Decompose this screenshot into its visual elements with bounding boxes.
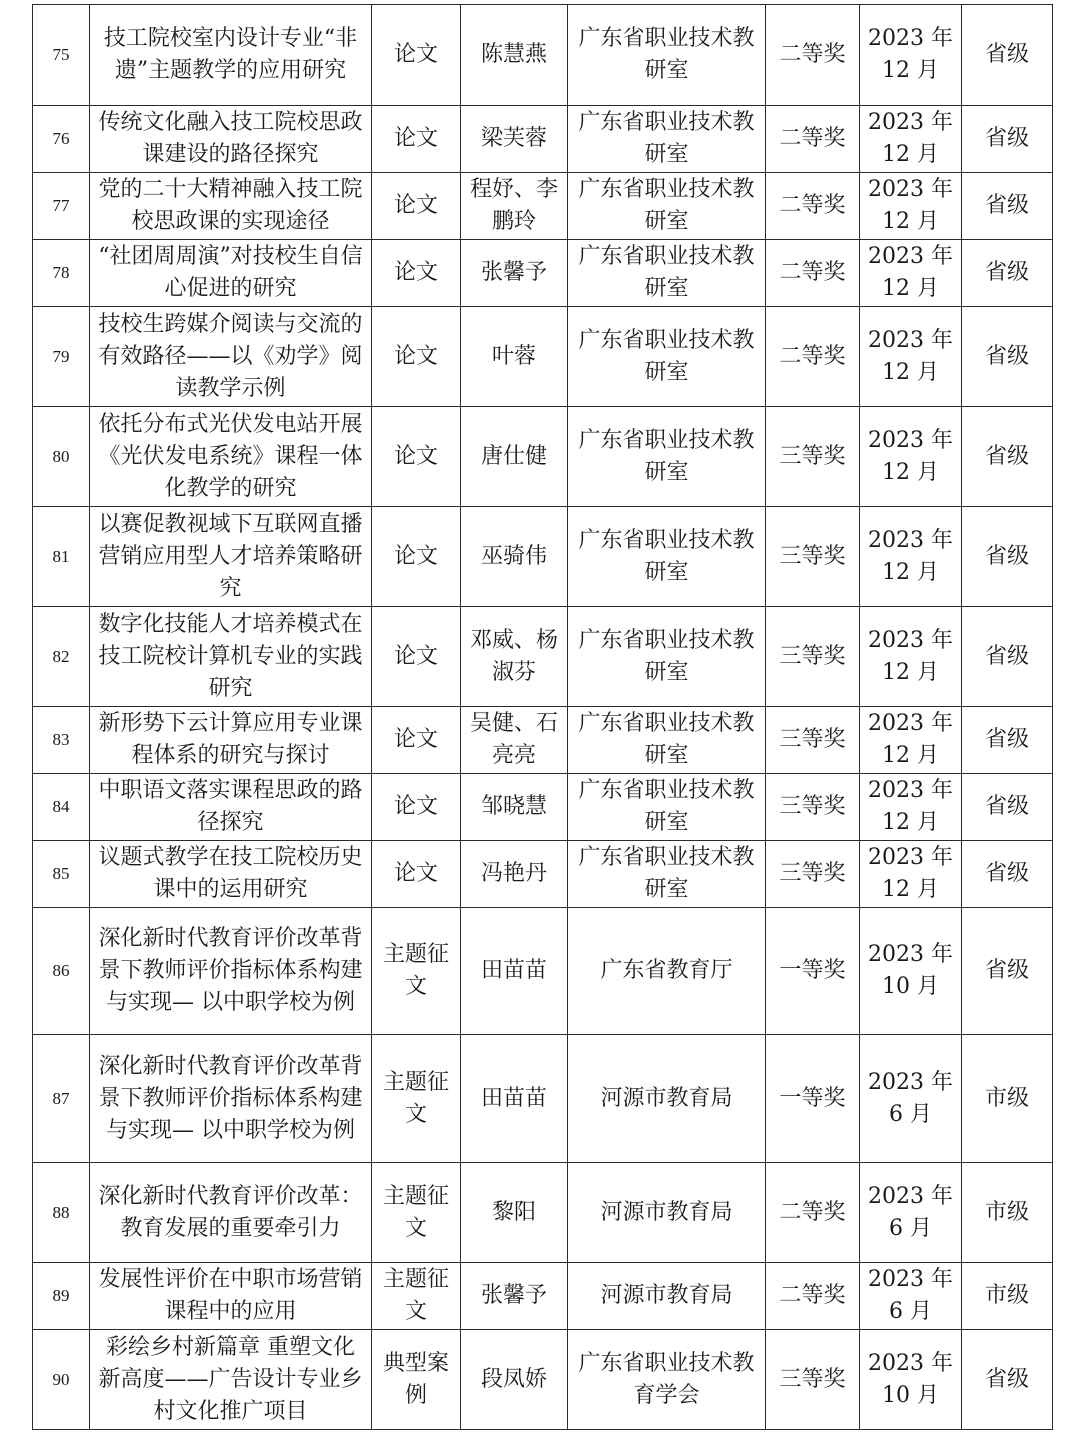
row-number: 80 — [33, 407, 90, 507]
row-number: 77 — [33, 173, 90, 240]
table-row — [33, 841, 1053, 908]
row-author: 张馨予 — [461, 240, 568, 307]
row-date: 2023 年 6 月 — [860, 1035, 962, 1163]
row-date: 2023 年 12 月 — [860, 607, 962, 707]
row-title: 技工院校室内设计专业“非遗”主题教学的应用研究 — [90, 5, 372, 106]
row-date: 2023 年 12 月 — [860, 707, 962, 774]
table-row — [33, 607, 1053, 707]
awards-table — [32, 4, 1053, 1430]
awards-sheet — [32, 4, 1052, 1430]
row-type: 论文 — [372, 307, 461, 407]
row-organization: 广东省教育厅 — [568, 908, 766, 1035]
table-row — [33, 307, 1053, 407]
row-type: 论文 — [372, 240, 461, 307]
row-award: 三等奖 — [766, 1330, 860, 1430]
row-author: 田苗苗 — [461, 1035, 568, 1163]
row-author: 黎阳 — [461, 1163, 568, 1263]
row-award: 二等奖 — [766, 307, 860, 407]
row-date: 2023 年 12 月 — [860, 841, 962, 908]
row-type: 论文 — [372, 106, 461, 173]
row-type: 主题征文 — [372, 1035, 461, 1163]
row-award: 一等奖 — [766, 1035, 860, 1163]
row-date: 2023 年 12 月 — [860, 173, 962, 240]
row-award: 一等奖 — [766, 908, 860, 1035]
row-title: “社团周周演”对技校生自信心促进的研究 — [90, 240, 372, 307]
row-organization: 广东省职业技术教研室 — [568, 774, 766, 841]
row-level: 省级 — [962, 841, 1053, 908]
row-author: 冯艳丹 — [461, 841, 568, 908]
row-award: 三等奖 — [766, 841, 860, 908]
row-award: 二等奖 — [766, 5, 860, 106]
row-organization: 广东省职业技术教研室 — [568, 841, 766, 908]
row-award: 二等奖 — [766, 173, 860, 240]
row-number: 89 — [33, 1263, 90, 1330]
row-number: 82 — [33, 607, 90, 707]
row-title: 深化新时代教育评价改革背景下教师评价指标体系构建与实现— 以中职学校为例 — [90, 1035, 372, 1163]
row-author: 陈慧燕 — [461, 5, 568, 106]
row-author: 梁芙蓉 — [461, 106, 568, 173]
row-level: 市级 — [962, 1263, 1053, 1330]
row-author: 程妤、李鹏玲 — [461, 173, 568, 240]
row-level: 省级 — [962, 407, 1053, 507]
table-row — [33, 173, 1053, 240]
row-type: 论文 — [372, 407, 461, 507]
row-author: 叶蓉 — [461, 307, 568, 407]
row-award: 二等奖 — [766, 1163, 860, 1263]
row-type: 论文 — [372, 607, 461, 707]
table-row — [33, 106, 1053, 173]
row-date: 2023 年 6 月 — [860, 1263, 962, 1330]
row-date: 2023 年 6 月 — [860, 1163, 962, 1263]
table-row — [33, 1035, 1053, 1163]
table-row — [33, 240, 1053, 307]
row-organization: 广东省职业技术教研室 — [568, 407, 766, 507]
table-row — [33, 507, 1053, 607]
row-author: 张馨予 — [461, 1263, 568, 1330]
row-level: 省级 — [962, 908, 1053, 1035]
row-title: 数字化技能人才培养模式在技工院校计算机专业的实践研究 — [90, 607, 372, 707]
row-date: 2023 年 12 月 — [860, 5, 962, 106]
row-type: 论文 — [372, 841, 461, 908]
table-row — [33, 407, 1053, 507]
row-number: 90 — [33, 1330, 90, 1430]
row-organization: 广东省职业技术教研室 — [568, 307, 766, 407]
row-type: 主题征文 — [372, 1163, 461, 1263]
row-level: 省级 — [962, 507, 1053, 607]
row-date: 2023 年 10 月 — [860, 1330, 962, 1430]
row-type: 论文 — [372, 5, 461, 106]
table-row — [33, 1330, 1053, 1430]
row-award: 三等奖 — [766, 774, 860, 841]
table-row — [33, 5, 1053, 106]
row-award: 三等奖 — [766, 507, 860, 607]
row-type: 论文 — [372, 507, 461, 607]
row-type: 论文 — [372, 707, 461, 774]
row-title: 传统文化融入技工院校思政课建设的路径探究 — [90, 106, 372, 173]
row-type: 论文 — [372, 173, 461, 240]
row-title: 新形势下云计算应用专业课程体系的研究与探讨 — [90, 707, 372, 774]
row-organization: 广东省职业技术教研室 — [568, 507, 766, 607]
row-date: 2023 年 12 月 — [860, 774, 962, 841]
row-date: 2023 年 12 月 — [860, 507, 962, 607]
row-award: 三等奖 — [766, 607, 860, 707]
row-title: 发展性评价在中职市场营销课程中的应用 — [90, 1263, 372, 1330]
row-date: 2023 年 12 月 — [860, 307, 962, 407]
row-award: 二等奖 — [766, 240, 860, 307]
table-row — [33, 908, 1053, 1035]
row-type: 典型案例 — [372, 1330, 461, 1430]
table-row — [33, 1163, 1053, 1263]
row-type: 主题征文 — [372, 908, 461, 1035]
row-level: 省级 — [962, 5, 1053, 106]
row-organization: 广东省职业技术教研室 — [568, 5, 766, 106]
row-number: 75 — [33, 5, 90, 106]
row-number: 81 — [33, 507, 90, 607]
row-title: 党的二十大精神融入技工院校思政课的实现途径 — [90, 173, 372, 240]
row-organization: 广东省职业技术教研室 — [568, 173, 766, 240]
row-organization: 广东省职业技术教研室 — [568, 607, 766, 707]
awards-table-body — [33, 5, 1053, 1430]
row-title: 深化新时代教育评价改革背景下教师评价指标体系构建与实现— 以中职学校为例 — [90, 908, 372, 1035]
row-level: 省级 — [962, 607, 1053, 707]
row-type: 主题征文 — [372, 1263, 461, 1330]
row-author: 巫骑伟 — [461, 507, 568, 607]
row-date: 2023 年 10 月 — [860, 908, 962, 1035]
row-level: 省级 — [962, 173, 1053, 240]
row-level: 省级 — [962, 707, 1053, 774]
row-number: 78 — [33, 240, 90, 307]
row-type: 论文 — [372, 774, 461, 841]
row-organization: 河源市教育局 — [568, 1035, 766, 1163]
row-level: 省级 — [962, 1330, 1053, 1430]
row-title: 以赛促教视域下互联网直播营销应用型人才培养策略研究 — [90, 507, 372, 607]
row-organization: 广东省职业技术教研室 — [568, 240, 766, 307]
row-organization: 广东省职业技术教研室 — [568, 106, 766, 173]
row-author: 段凤娇 — [461, 1330, 568, 1430]
table-row — [33, 707, 1053, 774]
row-number: 85 — [33, 841, 90, 908]
row-author: 邹晓慧 — [461, 774, 568, 841]
row-number: 84 — [33, 774, 90, 841]
row-title: 议题式教学在技工院校历史课中的运用研究 — [90, 841, 372, 908]
row-organization: 河源市教育局 — [568, 1263, 766, 1330]
table-row — [33, 774, 1053, 841]
row-author: 田苗苗 — [461, 908, 568, 1035]
row-number: 87 — [33, 1035, 90, 1163]
row-title: 深化新时代教育评价改革：教育发展的重要牵引力 — [90, 1163, 372, 1263]
row-organization: 广东省职业技术教育学会 — [568, 1330, 766, 1430]
table-row — [33, 1263, 1053, 1330]
row-author: 唐仕健 — [461, 407, 568, 507]
row-title: 技校生跨媒介阅读与交流的有效路径——以《劝学》阅读教学示例 — [90, 307, 372, 407]
row-level: 省级 — [962, 106, 1053, 173]
row-level: 省级 — [962, 240, 1053, 307]
row-title: 彩绘乡村新篇章 重塑文化新高度——广告设计专业乡村文化推广项目 — [90, 1330, 372, 1430]
row-title: 依托分布式光伏发电站开展《光伏发电系统》课程一体化教学的研究 — [90, 407, 372, 507]
row-date: 2023 年 12 月 — [860, 407, 962, 507]
row-date: 2023 年 12 月 — [860, 106, 962, 173]
row-award: 三等奖 — [766, 707, 860, 774]
row-award: 二等奖 — [766, 106, 860, 173]
row-number: 88 — [33, 1163, 90, 1263]
row-date: 2023 年 12 月 — [860, 240, 962, 307]
row-author: 吴健、石亮亮 — [461, 707, 568, 774]
row-award: 二等奖 — [766, 1263, 860, 1330]
row-level: 市级 — [962, 1035, 1053, 1163]
row-award: 三等奖 — [766, 407, 860, 507]
row-title: 中职语文落实课程思政的路径探究 — [90, 774, 372, 841]
row-number: 76 — [33, 106, 90, 173]
row-number: 86 — [33, 908, 90, 1035]
row-organization: 广东省职业技术教研室 — [568, 707, 766, 774]
row-author: 邓威、杨淑芬 — [461, 607, 568, 707]
row-number: 83 — [33, 707, 90, 774]
row-level: 省级 — [962, 307, 1053, 407]
row-level: 省级 — [962, 774, 1053, 841]
row-level: 市级 — [962, 1163, 1053, 1263]
row-organization: 河源市教育局 — [568, 1163, 766, 1263]
row-number: 79 — [33, 307, 90, 407]
